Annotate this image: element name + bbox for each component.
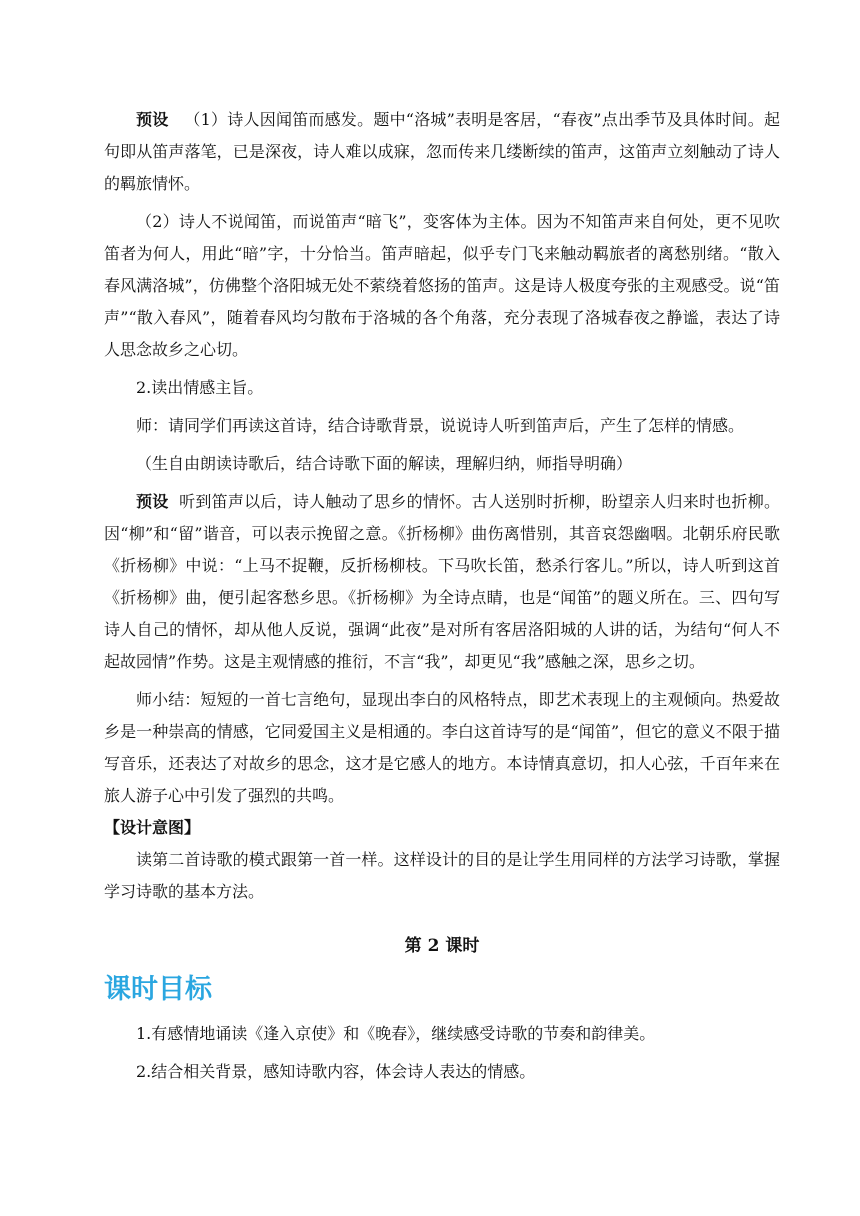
step-2-heading: 2.读出情感主旨。: [136, 378, 264, 397]
document-body: [104, 104, 780, 1088]
preset-text-2: 听到笛声以后，诗人触动了思乡的情怀。古人送别时折柳，盼望亲人归来时也折柳。因“柳”和“留”谐音，可以表示挽留之意。《折杨柳》曲伤离惜别，其音哀怨幽咽。北朝乐府民歌《折杨柳》中说：“上马不捉鞭，反折杨柳枝。下马吹长笛，愁杀行客儿。”所以，诗人听到这首《折杨柳》曲，便引起客愁乡思。《折杨柳》为全诗点睛，也是“闻笛”的题义所在。三、四句写诗人自己的情怀，却从他人反说，强调“此夜”是对所有客居洛阳城的人讲的话，为结句“何人不起故园情”作势。这是主观情感的推衍，不言“我”，却更见“我”感触之深，思乡之切。: [104, 492, 780, 671]
teacher-prompt: 师：请同学们再读这首诗，结合诗歌背景，说说诗人听到笛声后，产生了怎样的情感。: [136, 416, 745, 435]
design-intent-text: 读第二首诗歌的模式跟第一首一样。这样设计的目的是让学生用同样的方法学习诗歌，掌握学习诗歌的基本方法。: [104, 850, 780, 901]
preset-paragraph-1: [104, 104, 780, 200]
preset-text: （1）诗人因闻笛而感发。题中“洛城”表明是客居，“春夜”点出季节及具体时间。起句即从笛声落笔，已是深夜，诗人难以成寐，忽而传来几缕断续的笛声，这笛声立刻触动了诗人的羁旅情怀。: [104, 110, 780, 193]
preset-paragraph-2: （2）诗人不说闻笛，而说笛声“暗飞”，变客体为主体。因为不知笛声来自何处，更不见吹笛者为何人，用此“暗”字，十分恰当。笛声暗起，似乎专门飞来触动羁旅者的离愁别绪。“散入春风满洛城”，仿佛整个洛阳城无处不萦绕着悠扬的笛声。这是诗人极度夸张的主观感受。说“笛声”“散入春风”，随着春风均匀散布于洛城的各个角落，充分表现了洛城春夜之静谧，表达了诗人思念故乡之心切。: [104, 212, 780, 359]
preset-label-2: 预设: [136, 492, 169, 511]
goal-item-1: 1.有感情地诵读《逢入京使》和《晚春》，继续感受诗歌的节奏和韵律美。: [136, 1024, 656, 1043]
section-heading-lesson-goals: 课时目标: [104, 974, 212, 1005]
preset-paragraph-3: [104, 486, 780, 678]
design-intent-heading: 【设计意图】: [104, 818, 201, 837]
teacher-summary: 师小结：短短的一首七言绝句，显现出李白的风格特点，即艺术表现上的主观倾向。热爱故乡是一种崇高的情感，它同爱国主义是相通的。李白这首诗写的是“闻笛”，但它的意义不限于描写音乐，还表达了对故乡的思念，这才是它感人的地方。本诗情真意切，扣人心弦，千百年来在旅人游子心中引发了强烈的共鸣。: [104, 690, 780, 805]
student-note: （生自由朗读诗歌后，结合诗歌下面的解读，理解归纳，师指导明确）: [136, 454, 633, 473]
goal-item-2: 2.结合相关背景，感知诗歌内容，体会诗人表达的情感。: [136, 1062, 536, 1081]
lesson-title: 第 2 课时: [404, 936, 480, 956]
preset-label: 预设: [136, 110, 169, 129]
